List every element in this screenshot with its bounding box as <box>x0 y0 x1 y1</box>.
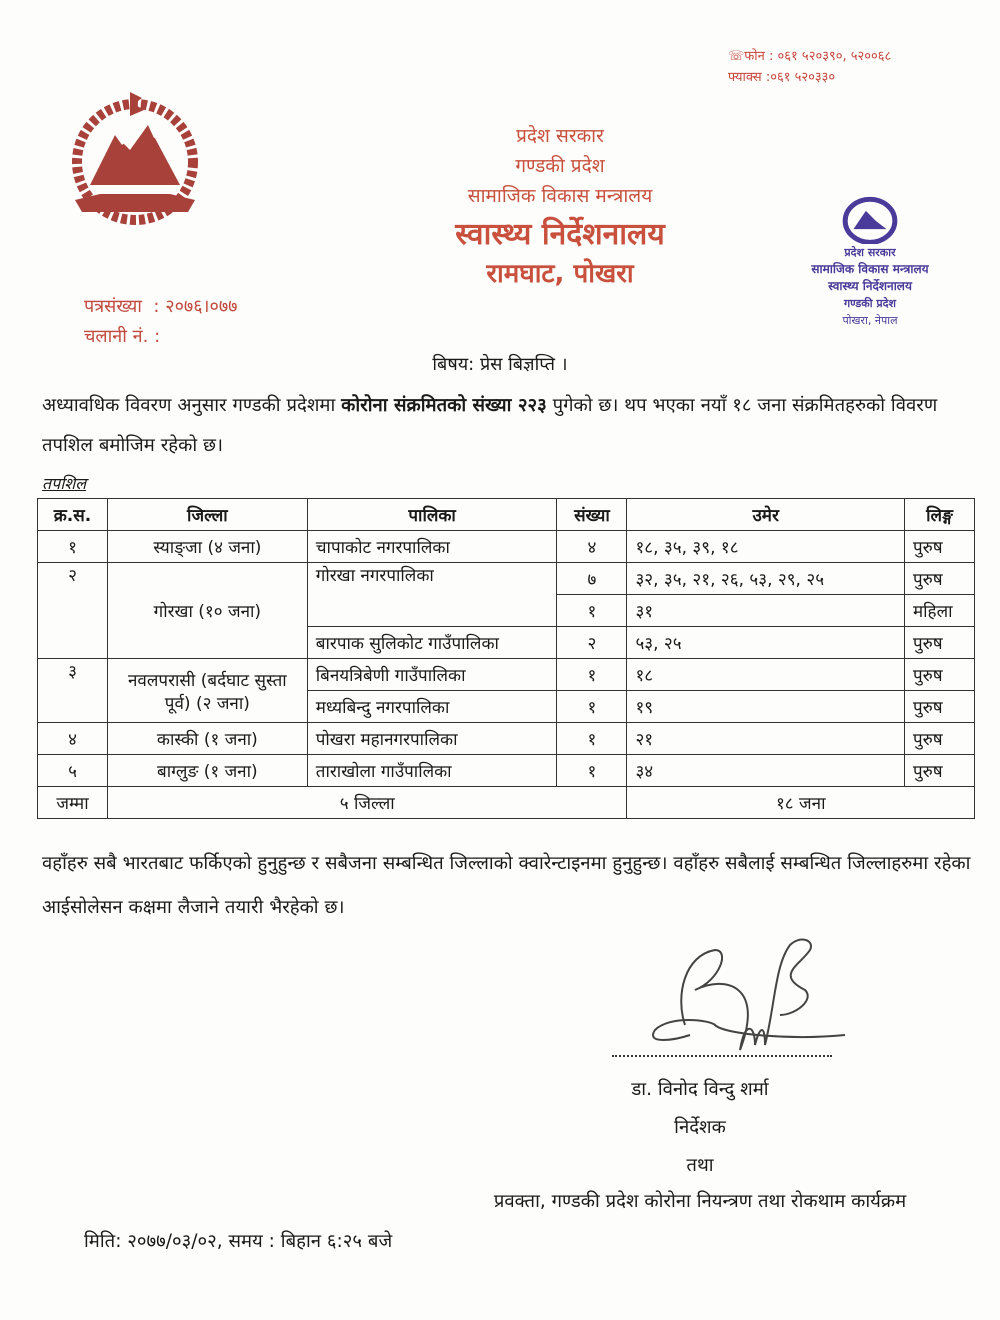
signatory-conjunction: तथा <box>686 1155 714 1176</box>
header-province: गण्डकी प्रदेश <box>515 155 605 177</box>
table-row: ३ नवलपरासी (बर्दघाट सुस्ता पूर्व) (२ जना) बिनयत्रिबेणी गाउँपालिका १ १८ पुरुष <box>38 659 975 691</box>
signatory-name: डा. विनोद विन्दु शर्मा <box>631 1079 769 1100</box>
closing-paragraph: वहाँहरु सबै भारतबाट फर्किएको हुनुहुन्छ र सबैजना सम्बन्धित जिल्लाको क्वारेन्टाइनमा हुनुहुन्छ। वहाँहरु सबैलाई सम्बन्धित जिल्लाहरुमा रहेका आईसोलेसन कक्षमा लैजाने तयारी भैरहेको छ। <box>42 853 971 918</box>
table-title: तपशिल <box>42 474 87 493</box>
header-province-govt: प्रदेश सरकार <box>516 125 604 147</box>
official-stamp: प्रदेश सरकार सामाजिक विकास मन्त्रालय स्वास्थ्य निर्देशनालय गण्डकी प्रदेश पोखरा, नेपाल <box>770 196 970 346</box>
dispatch-label: चलानी नं. <box>84 326 149 347</box>
table-row: ४ कास्की (१ जना) पोखरा महानगरपालिका १ २१ पुरुष <box>38 723 975 755</box>
table-row: बारपाक सुलिकोट गाउँपालिका २ ५३, २५ पुरुष <box>38 627 975 659</box>
header-ministry: सामाजिक विकास मन्त्रालय <box>467 185 653 207</box>
table-header-row <box>38 499 975 531</box>
table-row: ५ बाग्लुङ (१ जना) ताराखोला गाउँपालिका १ ३४ पुरुष <box>38 755 975 787</box>
header-location: रामघाट, पोखरा <box>486 259 634 289</box>
header-gender: लिङ्ग <box>904 499 974 531</box>
header-sn: क्र.स. <box>38 499 108 531</box>
header-directorate: स्वास्थ्य निर्देशनालय <box>455 217 665 252</box>
table-row: १ ३१ महिला <box>38 595 975 627</box>
table-total-row: जम्मा ५ जिल्ला १८ जना <box>38 787 975 819</box>
table-row: मध्यबिन्दु नगरपालिका १ १९ पुरुष <box>38 691 975 723</box>
date-time-line: मिति: २०७७/०३/०२, समय : बिहान ६:२५ बजे <box>84 1231 393 1252</box>
table-row: २ गोरखा (१० जना) गोरखा नगरपालिका ७ ३२, ३५, २१, २६, ५३, २९, २५ पुरुष <box>38 563 975 595</box>
fax-line: फ्याक्स :०६१ ५२०३३० <box>728 70 836 85</box>
signature-icon <box>615 925 855 1065</box>
intro-paragraph: अध्यावधिक विवरण अनुसार गण्डकी प्रदेशमा कोरोना संक्रमितको संख्या २२३ पुगेको छ। थप भएका नयाँ १८ जना संक्रमितहरुको विवरण तपशिल बमोजिम रहेको छ। <box>42 395 938 456</box>
header-age: उमेर <box>627 499 905 531</box>
case-count-highlight: कोरोना संक्रमितको संख्या २२३ <box>341 395 547 416</box>
phone-line: ☏फोन : ०६१ ५२०३९०, ५२००६८ <box>728 49 892 64</box>
stamp-emblem-icon <box>840 196 900 244</box>
nepal-emblem-icon <box>60 90 210 225</box>
table-row: १ स्याङ्जा (४ जना) चापाकोट नगरपालिका ४ १८, ३५, ३९, १८ पुरुष <box>38 531 975 563</box>
reference-block: पत्रसंख्या : २०७६।०७७ चलानी नं. : <box>84 296 238 347</box>
phone-icon: ☏ <box>728 49 745 64</box>
subject-line: बिषय: प्रेस बिज्ञप्ति । <box>432 354 568 375</box>
header-district: जिल्ला <box>107 499 307 531</box>
header-palika: पालिका <box>307 499 557 531</box>
letter-number: २०७६।०७७ <box>165 296 238 317</box>
cases-table <box>37 498 975 819</box>
signature-line <box>612 1055 832 1057</box>
signatory-title: निर्देशक <box>674 1117 726 1138</box>
signatory-role: प्रवक्ता, गण्डकी प्रदेश कोरोना नियन्त्रण तथा रोकथाम कार्यक्रम <box>493 1191 907 1212</box>
header-count: संख्या <box>557 499 627 531</box>
contact-info <box>728 46 891 88</box>
